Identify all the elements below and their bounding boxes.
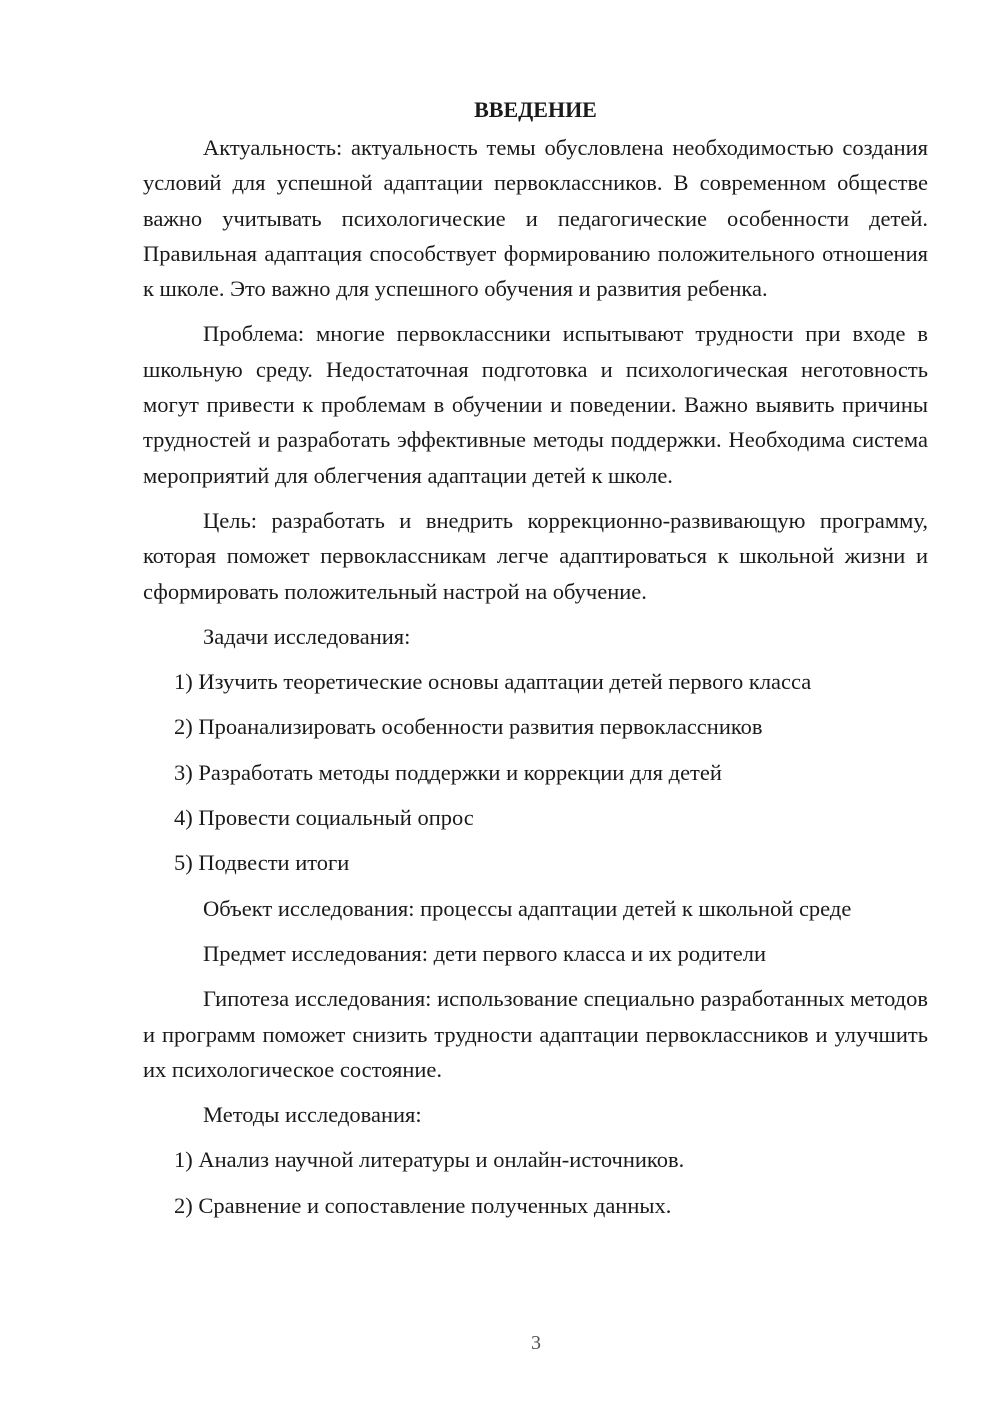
subject-paragraph: Предмет исследования: дети первого класса и их родители bbox=[203, 940, 767, 966]
methods-list bbox=[143, 1142, 928, 1223]
section-title: ВВЕДЕНИЕ bbox=[474, 97, 597, 122]
list-item: 2) Проанализировать особенности развития первоклассников bbox=[174, 714, 763, 740]
list-item: 2) Сравнение и сопоставление полученных данных. bbox=[174, 1192, 672, 1218]
tasks-heading: Задачи исследования: bbox=[203, 623, 411, 649]
problem-paragraph: Проблема: многие первоклассники испытывают трудности при входе в школьную среду. Недостаточная подготовка и психологическая неготовность могут привести к проблемам в обучении и поведении. Важно выявить причины трудностей и разработать эффективные методы поддержки. Необходима система мероприятий для облегчения адаптации детей к школе. bbox=[143, 321, 928, 488]
page-number: 3 bbox=[531, 1332, 541, 1354]
goal-paragraph: Цель: разработать и внедрить коррекционно-развивающую программу, которая поможет первоклассникам легче адаптироваться к школьной жизни и сформировать положительный настрой на обучение. bbox=[143, 507, 928, 604]
list-item: 3) Разработать методы поддержки и коррекции для детей bbox=[174, 759, 722, 785]
relevance-paragraph: Актуальность: актуальность темы обусловлена необходимостью создания условий для успешной адаптации первоклассников. В современном обществе важно учитывать психологические и педагогические особенности детей. Правильная адаптация способствует формированию положительного отношения к школе. Это важно для успешного обучения и развития ребенка. bbox=[143, 135, 928, 302]
list-item: 5) Подвести итоги bbox=[174, 850, 350, 876]
object-paragraph: Объект исследования: процессы адаптации детей к школьной среде bbox=[203, 895, 852, 921]
hypothesis-paragraph: Гипотеза исследования: использование специально разработанных методов и программ поможет снизить трудности адаптации первоклассников и улучшить их психологическое состояние. bbox=[143, 986, 928, 1082]
list-item: 4) Провести социальный опрос bbox=[174, 805, 474, 831]
list-item: 1) Анализ научной литературы и онлайн-источников. bbox=[174, 1147, 685, 1173]
list-item: 1) Изучить теоретические основы адаптации детей первого класса bbox=[174, 669, 812, 695]
methods-heading: Методы исследования: bbox=[203, 1102, 422, 1128]
tasks-list bbox=[143, 664, 928, 880]
page-content bbox=[143, 92, 928, 1233]
